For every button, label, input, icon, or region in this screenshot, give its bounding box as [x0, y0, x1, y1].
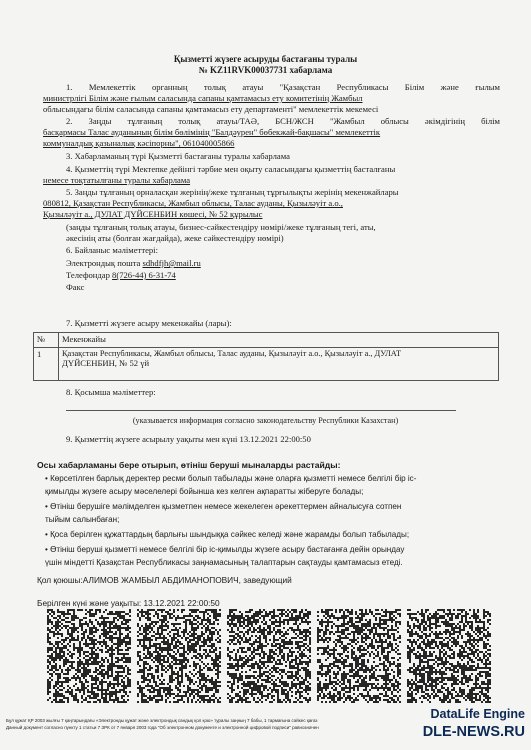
declaration-item-1-line1: • Көрсетілген барлық деректер ресми болып табылады және оларға қызметті немесе белгілі бір іс-	[45, 474, 417, 483]
p6-email-row	[66, 258, 201, 268]
table-cell-address	[59, 348, 499, 381]
p2-line3: коммуналдық қазыналық кәсіпорны", 061040005866	[43, 138, 235, 148]
qr-code-5	[407, 609, 491, 703]
qr-code-1	[47, 609, 131, 703]
email-value[interactable]: sdhdfjh@mail.ru	[142, 258, 201, 268]
p7-heading: 7. Қызметті жүзеге асыру мекенжайы (лары):	[66, 318, 232, 328]
p5-note-line2: әкесінің аты (болған жағдайда), жеке сәйкестендіру нөмірі)	[66, 233, 284, 243]
declaration-item-1-line2: қимылды жүзеге асыру мәселелері бойынша кез келген ақпаратты жіберуге болады;	[45, 487, 364, 496]
declaration-item-3: • Қоса берілген құжаттардың барлығы шындыққа сәйкес келеді және жарамды болып табылады;	[45, 530, 410, 539]
table-cell-num: 1	[34, 348, 59, 381]
qr-code-3	[227, 609, 311, 703]
p6-phone-row	[66, 270, 176, 280]
p8-blank-line	[66, 410, 456, 411]
p5-line3: Қызыләуіт а., ДУЛАТ ДҮЙСЕНБИН көшесі, № 52 құрылыс	[43, 209, 263, 219]
watermark-line1: DataLife Engine	[430, 707, 525, 721]
declaration-heading: Осы хабарламаны бере отырып, өтініш беруші мыналарды растайды:	[37, 460, 341, 470]
doc-number: № KZ11RVK00037731 хабарлама	[198, 65, 333, 75]
issued-date: Берілген күні және уақыты: 13.12.2021 22:00:50	[37, 598, 220, 608]
p2-line1: 2. Заңды тұлғаның толық атауы/ТАӘ, БСН/ЖСН "Жамбыл облысы әкімдігінің білім	[66, 116, 500, 126]
p9-date: 9. Қызметтің жүзеге асырылу уақыты мен күні 13.12.2021 22:00:50	[66, 434, 311, 444]
table-header-num: №	[34, 333, 59, 348]
table-row	[34, 348, 499, 381]
p2-line2: басқармасы Талас ауданының білім бөлімінің "Балдәурен" бөбекжай-бақшасы" мемлекеттік	[43, 127, 381, 137]
phone-value: 8(726-44) 6-31-74	[112, 270, 176, 280]
footer	[0, 704, 531, 750]
table-header-address: Мекенжайы	[59, 333, 499, 348]
p5-note-line1: (заңды тұлғаның толық атауы, бизнес-сәйкестендіру нөмірі/жеке тұлғаның тегі, аты,	[66, 222, 376, 232]
watermark-line2: DLE-NEWS.RU	[422, 724, 525, 740]
p8-caption: (указывается информация согласно законодательству Республики Казахстан)	[132, 416, 399, 425]
p4-line2: немесе тоқтатылғаны туралы хабарлама	[43, 175, 191, 185]
p5-line2: 080812, Қазақстан Республикасы, Жамбыл облысы, Талас ауданы, Қызыләуіт а.о.,	[43, 198, 343, 208]
address-line1: Қазақстан Республикасы, Жамбыл облысы, Талас ауданы, Қызыләуіт а.о., Қызыләуіт а., ДУЛАТ	[62, 349, 402, 358]
declaration-item-4-line1: • Өтініш беруші қызметті немесе белгілі бір іс-қимылды жүзеге асыру бастағанға дейін орындау	[45, 545, 405, 554]
p6-fax: Факс	[66, 282, 85, 292]
p3-notification-type: 3. Хабарламаның түрі Қызметті бастағаны туралы хабарлама	[66, 151, 290, 161]
qr-code-4	[317, 609, 401, 703]
phone-label: Телефондар	[66, 270, 113, 280]
p8-heading: 8. Қосымша мәліметтер:	[66, 387, 156, 397]
p1-line1: 1. Мемлекеттік органның толық атауы "Қазақстан Республикасы Білім және ғылым	[66, 82, 500, 92]
declaration-item-2-line1: • Өтініш берушіге мәлімделген қызметпен немесе жекелеген әрекеттермен айналысуға сотпен	[45, 502, 402, 511]
p1-line2: министрлігі Білім және ғылым саласында сапаны қамтамасыз ету комитетінің Жамбыл	[43, 93, 363, 103]
footer-legal-kz: Бұл құжат ҚР 2003 жылғы 7 қаңтарындағы «Электронды құжат және электрондық сандық қол қою» туралы заңның 7 бабы, 1 тармағына сәйкес қағаз	[6, 718, 318, 723]
declaration-item-4-line2: үшін міндетті Қазақстан Республикасы заңнамасының талаптарын сақтауды қамтамасыз етеді.	[45, 558, 403, 567]
table-header-row	[34, 333, 499, 348]
doc-title: Қызметті жүзеге асыруды бастағаны туралы	[173, 54, 358, 64]
email-label: Электрондық поштa	[66, 258, 143, 268]
footer-legal-ru: Данный документ согласно пункту 1 статьи 7 ЗРК от 7 января 2003 года "Об электронном документе и электронной цифровой подписи" равнозначен	[6, 725, 319, 730]
qr-code-2	[137, 609, 221, 703]
p1-line3: облысындағы білім саласында сапаны қамтамасыз ету департаменті" мемлекеттік мекемесі	[43, 104, 379, 114]
p4-line1: 4. Қызметтің түрі Мектепке дейінгі тәрбие мен оқыту саласындағы қызметтің басталғаны	[66, 164, 396, 174]
addresses-table	[33, 332, 499, 381]
declaration-item-2-line2: тыйым салынбаған;	[45, 515, 120, 524]
address-line2: ДҮЙСЕНБИН, № 52 үй	[62, 358, 150, 368]
p6-heading: 6. Байланыс мәліметтері:	[66, 245, 158, 255]
signature: Қол қоюшы:АЛИМОВ ЖАМБЫЛ АБДИМАНОПОВИЧ, заведующий	[37, 575, 292, 585]
p5-line1: 5. Заңды тұлғаның орналасқан жерінің/жеке тұлғаның тұрғылықты жерінің мекенжайлары	[66, 187, 399, 197]
